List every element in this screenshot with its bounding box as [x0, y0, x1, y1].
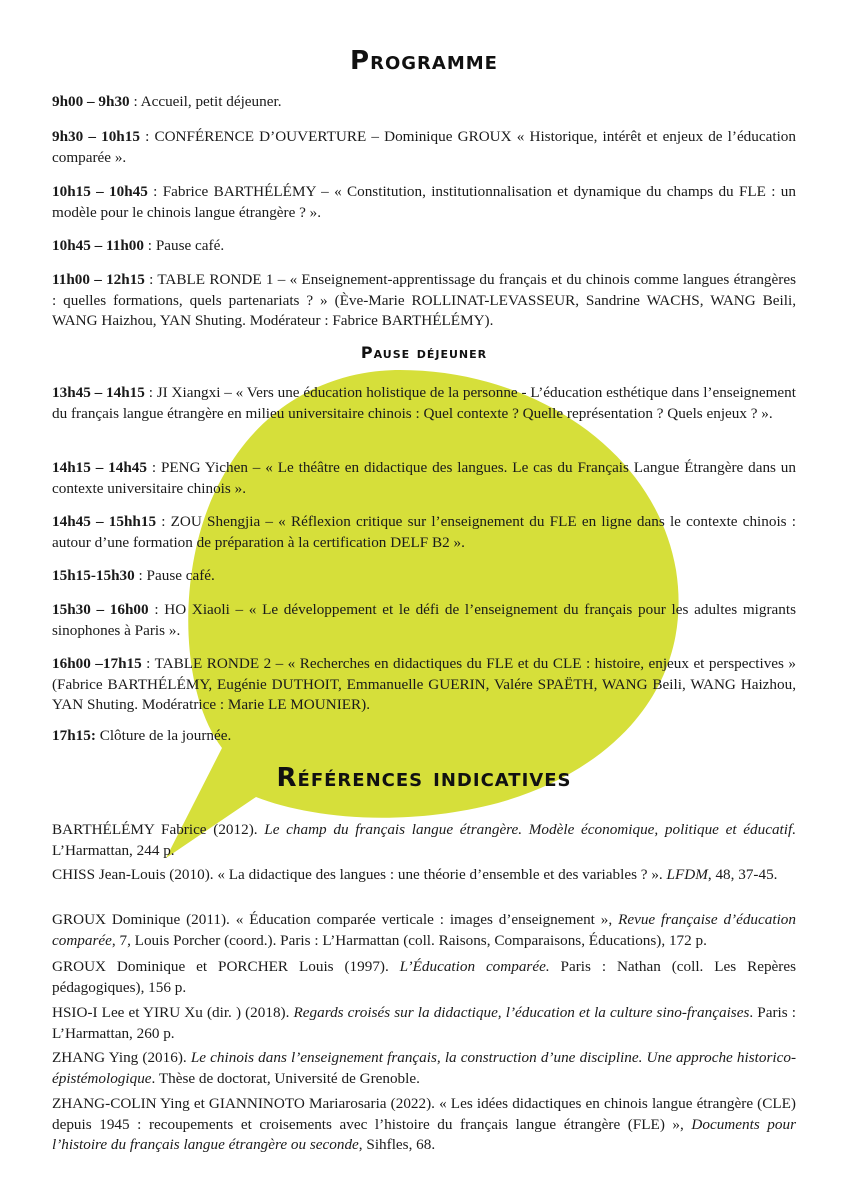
program-time: 9h00 – 9h30 [52, 93, 130, 110]
program-sep: : [146, 459, 161, 476]
page-title: Programme [350, 46, 498, 76]
reference-title: Le chinois dans l’enseignement français, la construction d’une discipline. Une approche historico-épistémologique [52, 1049, 796, 1087]
program-row [52, 512, 796, 553]
program-sep: : [156, 513, 171, 530]
program-time: 16h00 –17h15 [52, 655, 142, 672]
program-time: 14h45 – 15hh15 [52, 513, 157, 530]
program-text: TABLE RONDE 2 – « Recherches en didactiques du FLE et du CLE : histoire, enjeux et perspectives » (Fabrice BARTHÉLÉMY, Eugénie DUTHOIT, Emmanuelle GUERIN, Valére SPAËTH, WANG Beili, WANG Haizhou, YAN Shuting. Modératrice : Marie LE MOUNIER). [52, 655, 796, 713]
program-text: Pause café. [155, 237, 225, 254]
program-time: 15h15-15h30 [52, 567, 135, 584]
reference-details: L’Harmattan, 244 p. [52, 841, 175, 859]
program-time: 11h00 – 12h15 [52, 271, 145, 288]
reference-authors: CHISS Jean-Louis (2010). « La didactique des langues : une théorie d’ensemble et des variables ? ». [52, 866, 667, 883]
reference-details: , 48, 37-45. [707, 866, 778, 883]
program-text: Accueil, petit déjeuner. [140, 93, 282, 110]
reference-item [52, 910, 796, 951]
program-text: Pause café. [146, 567, 215, 584]
reference-authors: GROUX Dominique et PORCHER Louis (1997). [52, 958, 400, 975]
program-text: Clôture de la journée. [99, 727, 232, 744]
reference-item [52, 1003, 796, 1044]
program-sep: : [144, 271, 158, 288]
program-row [52, 92, 796, 113]
lunch-break-heading: Pause déjeuner [360, 343, 488, 362]
program-row [52, 600, 796, 641]
reference-details: . Paris : L’Harmattan, 260 p. [52, 1004, 796, 1042]
program-sep: : [148, 601, 165, 618]
reference-title: Revue française d’éducation comparée [52, 911, 796, 949]
reference-authors: HSIO-I Lee et YIRU Xu (dir. ) (2018). [52, 1004, 294, 1021]
program-row [52, 654, 796, 716]
reference-details: , Sihfles, 68. [358, 1136, 436, 1153]
program-sep: : [139, 128, 155, 145]
program-time: 10h45 – 11h00 [52, 237, 144, 254]
program-sep: : [144, 384, 157, 401]
program-row [52, 127, 796, 168]
reference-title: L’Éducation comparée. [399, 958, 550, 975]
reference-authors: GROUX Dominique (2011). « Éducation comparée verticale : images d’enseignement », [52, 911, 619, 928]
program-sep: : [134, 567, 147, 584]
program-row [52, 236, 796, 257]
program-sep: : [129, 93, 141, 110]
reference-details: Paris : Nathan (coll. Les Repères pédagogiques), 156 p. [52, 958, 796, 996]
program-row [52, 270, 796, 332]
program-time: 10h15 – 10h45 [52, 183, 148, 200]
program-row [52, 726, 796, 747]
reference-item [52, 865, 796, 886]
program-row [52, 566, 796, 587]
program-time: 15h30 – 16h00 [52, 601, 149, 618]
reference-item [52, 957, 796, 998]
program-text: TABLE RONDE 1 – « Enseignement-apprentissage du français et du chinois comme langues étrangères : quelles formations, quels partenariats ? » (Ève-Marie ROLLINAT-LEVASSEUR, Sandrine WACHS, WANG Beili, WANG Haizhou, YAN Shuting. Modérateur : Fabrice BARTHÉLÉMY). [52, 271, 796, 329]
reference-title: Documents pour l’histoire du français langue étrangère ou seconde [52, 1115, 796, 1153]
references-heading: Références indicatives [276, 763, 572, 793]
program-text: PENG Yichen – « Le théâtre en didactique des langues. Le cas du Français Langue Étrangère dans un contexte universitaire chinois ». [52, 459, 796, 497]
reference-item [52, 820, 796, 861]
reference-authors: BARTHÉLÉMY Fabrice (2012). [52, 821, 265, 838]
program-time: 17h15: [52, 727, 96, 744]
reference-item [52, 1048, 796, 1089]
reference-authors: ZHANG-COLIN Ying et GIANNINOTO Mariarosaria (2022). « Les idées didactiques en chinois langue étrangère (CLE) depuis 1945 : recoupements et croisements avec l’histoire du français langue étrangère (FLE) », [52, 1095, 796, 1133]
program-sep: : [144, 237, 156, 254]
program-row [52, 383, 796, 424]
program-text: HO Xiaoli – « Le développement et le défi de l’enseignement du français pour les adultes migrants sinophones à Paris ». [52, 601, 796, 639]
reference-title: LFDM [666, 866, 708, 883]
program-text: Fabrice BARTHÉLÉMY – « Constitution, institutionnalisation et dynamique du champs du FLE : un modèle pour le chinois langue étrangère ? ». [52, 183, 796, 221]
program-sep: : [141, 655, 155, 672]
program-time: 14h15 – 14h45 [52, 459, 147, 476]
program-text: ZOU Shengjia – « Réflexion critique sur l’enseignement du FLE en ligne dans le contexte chinois : autour d’une formation de préparation à la certification DELF B2 ». [52, 513, 796, 551]
reference-item [52, 1094, 796, 1156]
program-sep: : [147, 183, 163, 200]
reference-details: , 7, Louis Porcher (coord.). Paris : L’Harmattan (coll. Raisons, Comparaisons, Éducations), 172 p. [111, 931, 707, 949]
reference-title: Le champ du français langue étrangère. Modèle économique, politique et éducatif. [264, 821, 796, 838]
reference-title: Regards croisés sur la didactique, l’éducation et la culture sino-françaises [293, 1004, 750, 1021]
program-row [52, 458, 796, 499]
reference-authors: ZHANG Ying (2016). [52, 1049, 191, 1066]
program-time: 9h30 – 10h15 [52, 128, 140, 145]
program-time: 13h45 – 14h15 [52, 384, 145, 401]
program-row [52, 182, 796, 223]
program-text: CONFÉRENCE D’OUVERTURE – Dominique GROUX « Historique, intérêt et enjeux de l’éducation comparée ». [52, 128, 796, 166]
program-text: JI Xiangxi – « Vers une éducation holistique de la personne - L’éducation esthétique dans l’enseignement du français langue étrangère en milieu universitaire chinois : Quel contexte ? Quelle représentation ? Quels enjeux ? ». [52, 384, 796, 422]
reference-details: . Thèse de doctorat, Université de Grenoble. [151, 1069, 420, 1087]
